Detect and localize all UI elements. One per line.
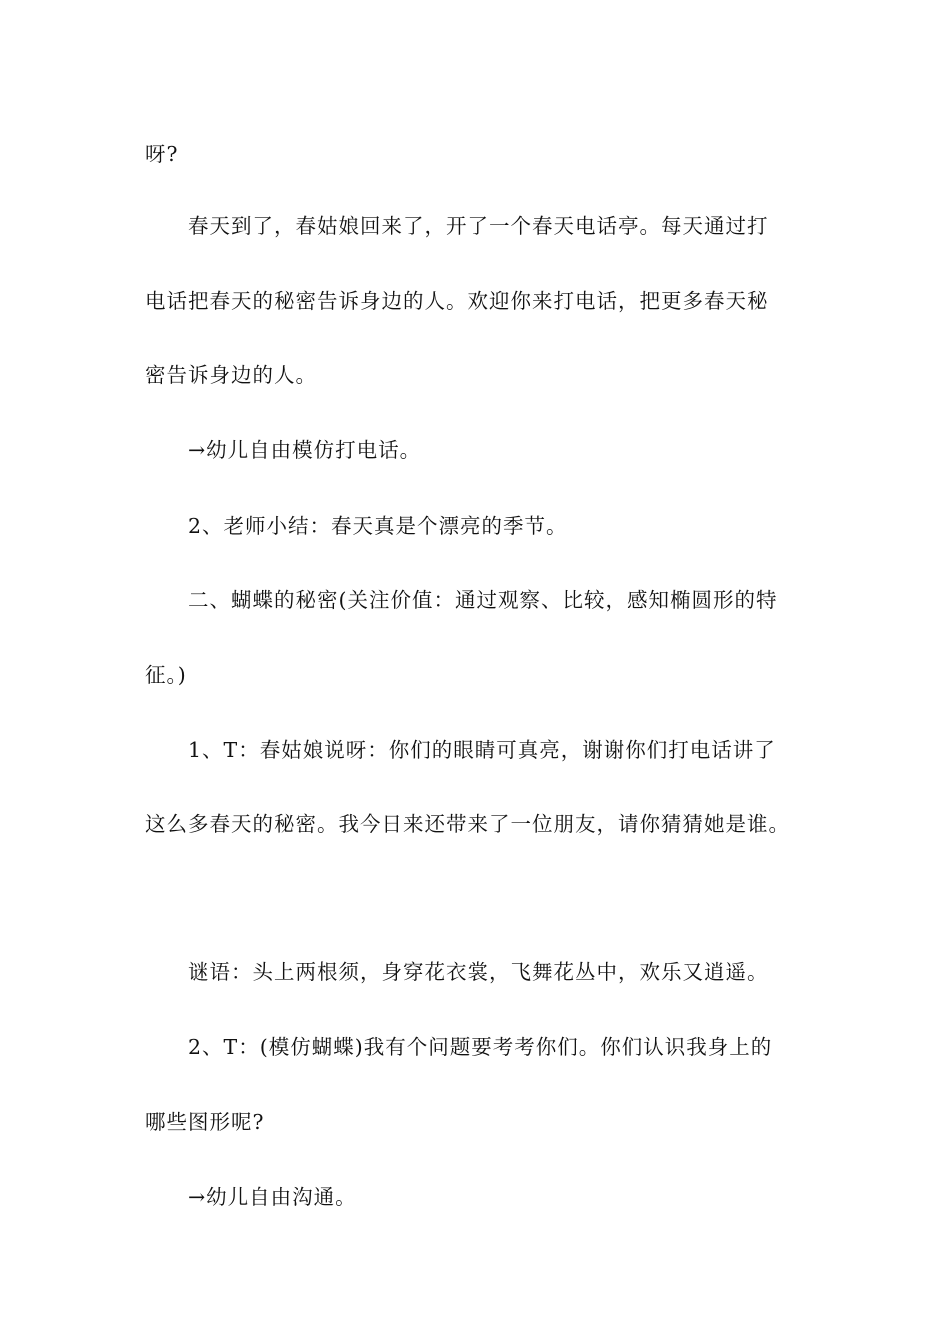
text-line: →幼儿自由沟通。 bbox=[188, 1185, 357, 1209]
text-line: →幼儿自由模仿打电话。 bbox=[188, 438, 422, 462]
text-line: 征。) bbox=[145, 663, 187, 687]
text-line: 密告诉身边的人。 bbox=[145, 363, 317, 387]
text-line: 2、老师小结：春天真是个漂亮的季节。 bbox=[188, 514, 568, 538]
text-line: 1、T：春姑娘说呀：你们的眼睛可真亮，谢谢你们打电话讲了 bbox=[188, 738, 776, 762]
text-line: 2、T：(模仿蝴蝶)我有个问题要考考你们。你们认识我身上的 bbox=[188, 1035, 773, 1059]
text-line: 春天到了，春姑娘回来了，开了一个春天电话亭。每天通过打 bbox=[188, 214, 769, 238]
riddle-line: 谜语：头上两根须，身穿花衣裳，飞舞花丛中，欢乐又逍遥。 bbox=[188, 960, 769, 984]
section-heading: 二、蝴蝶的秘密(关注价值：通过观察、比较，感知椭圆形的特 bbox=[188, 588, 778, 612]
text-line: 呀? bbox=[145, 142, 179, 166]
text-line: 这么多春天的秘密。我今日来还带来了一位朋友，请你猜猜她是谁。 bbox=[145, 812, 790, 836]
text-line: 电话把春天的秘密告诉身边的人。欢迎你来打电话，把更多春天秘 bbox=[145, 289, 769, 313]
text-line: 哪些图形呢? bbox=[145, 1110, 265, 1134]
